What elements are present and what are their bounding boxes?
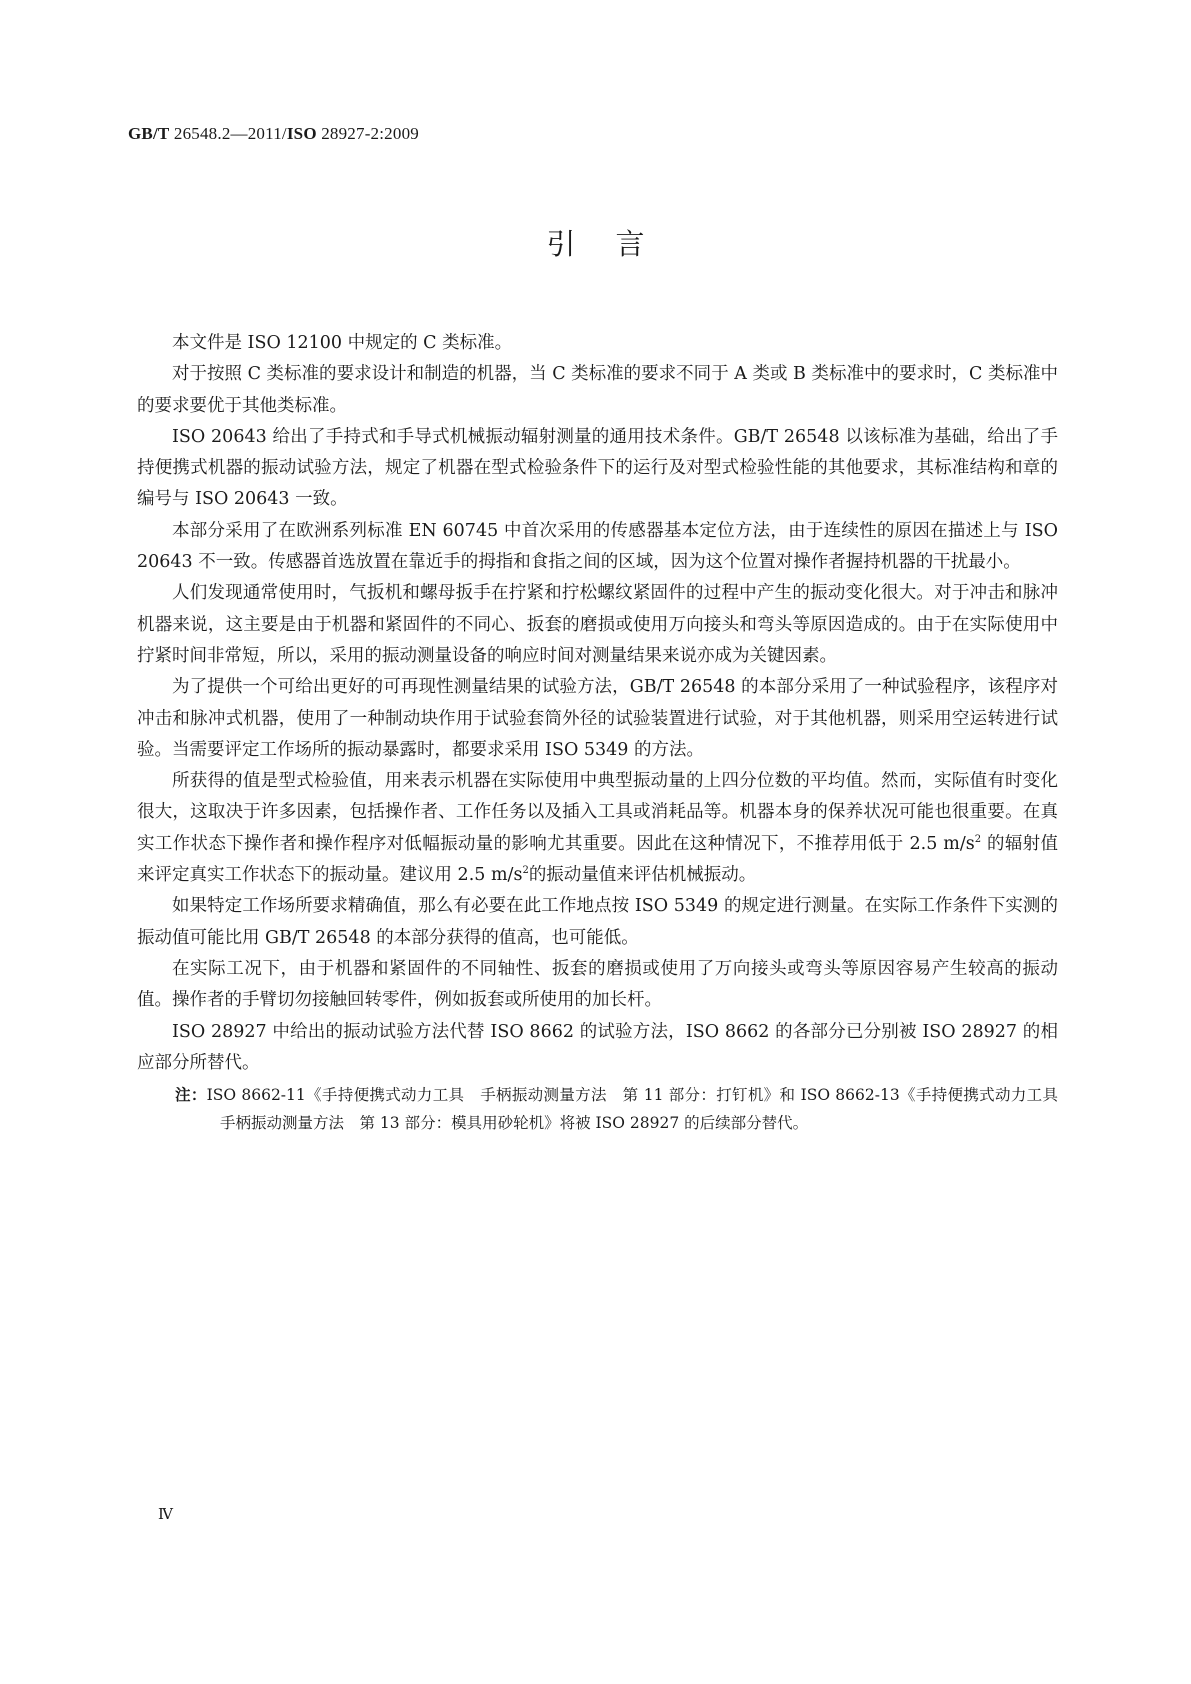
document-header bbox=[128, 124, 419, 144]
standard-number: 26548.2—2011/ bbox=[169, 124, 287, 143]
document-body bbox=[137, 328, 1074, 1137]
iso-prefix: ISO bbox=[286, 124, 317, 143]
paragraph-7-part-1: 所获得的值是型式检验值，用来表示机器在实际使用中典型振动量的上四分位数的平均值。然而，实际值有时变化很大，这取决于许多因素，包括操作者、工作任务以及插入工具或消耗品等。机器本身的保养状况可能也很重要。在真实工作状态下操作者和操作程序对低幅振动量的影响尤其重要。因此在这种情况下，不推荐用低于 2.5 m/s bbox=[137, 771, 1058, 854]
note-text: ISO 8662-11《手持便携式动力工具 手柄振动测量方法 第 11 部分：打钉机》和 ISO 8662-13《手持便携式动力工具 手柄振动测量方法 第 13 部分：模具用砂轮机》将被 ISO 28927 的后续部分替代。 bbox=[206, 1086, 1074, 1133]
paragraph-5: 人们发现通常使用时，气扳机和螺母扳手在拧紧和拧松螺纹紧固件的过程中产生的振动变化很大。对于冲击和脉冲机器来说，这主要是由于机器和紧固件的不同心、扳套的磨损或使用万向接头和弯头等原因造成的。由于在实际使用中拧紧时间非常短，所以，采用的振动测量设备的响应时间对测量结果来说亦成为关键因素。 bbox=[137, 583, 1058, 666]
paragraph-7-part-3: 的振动量值来评估机械振动。 bbox=[528, 865, 757, 886]
paragraph-7 bbox=[137, 766, 1058, 891]
standard-prefix: GB/T bbox=[128, 124, 170, 143]
superscript-squared-2: 2 bbox=[522, 865, 529, 877]
paragraph-1: 本文件是 ISO 12100 中规定的 C 类标准。 bbox=[172, 333, 513, 353]
page-title: 引言 bbox=[546, 227, 685, 261]
paragraph-2: 对于按照 C 类标准的要求设计和制造的机器，当 C 类标准的要求不同于 A 类或 B 类标准中的要求时，C 类标准中的要求要优于其他类标准。 bbox=[137, 364, 1058, 416]
paragraph-3: ISO 20643 给出了手持式和手导式机械振动辐射测量的通用技术条件。GB/T 26548 以该标准为基础，给出了手持便携式机器的振动试验方法，规定了机器在型式检验条件下的运行及对型式检验性能的其他要求，其标准结构和章的编号与 ISO 20643 一致。 bbox=[137, 426, 1058, 510]
paragraph-4: 本部分采用了在欧洲系列标准 EN 60745 中首次采用的传感器基本定位方法，由于连续性的原因在描述上与 ISO 20643 不一致。传感器首选放置在靠近手的拇指和食指之间的区域，因为这个位置对操作者握持机器的干扰最小。 bbox=[137, 520, 1058, 573]
iso-number: 28927-2:2009 bbox=[316, 124, 419, 143]
paragraph-8: 如果特定工作场所要求精确值，那么有必要在此工作地点按 ISO 5349 的规定进行测量。在实际工作条件下实测的振动值可能比用 GB/T 26548 的本部分获得的值高，也可能低。 bbox=[137, 896, 1058, 948]
note-label: 注： bbox=[175, 1085, 207, 1105]
page-number: Ⅳ bbox=[158, 1507, 173, 1523]
paragraph-9: 在实际工况下，由于机器和紧固件的不同轴性、扳套的磨损或使用了万向接头或弯头等原因容易产生较高的振动值。操作者的手臂切勿接触回转零件，例如扳套或所使用的加长杆。 bbox=[137, 958, 1058, 1011]
paragraph-10: ISO 28927 中给出的振动试验方法代替 ISO 8662 的试验方法，ISO 8662 的各部分已分别被 ISO 28927 的相应部分所替代。 bbox=[137, 1021, 1058, 1073]
note bbox=[137, 1081, 1074, 1137]
paragraph-6: 为了提供一个可给出更好的可再现性测量结果的试验方法，GB/T 26548 的本部分采用了一种试验程序，该程序对冲击和脉冲式机器，使用了一种制动块作用于试验套筒外径的试验装置进行试验，对于其他机器，则采用空运转进行试验。当需要评定工作场所的振动暴露时，都要求采用 ISO 5349 的方法。 bbox=[137, 677, 1058, 760]
superscript-squared: 2 bbox=[974, 833, 982, 845]
paragraph-7-part-2: 的辐射值来评定真实工作状态下的振动量。建议用 2.5 m/s bbox=[137, 833, 1058, 886]
